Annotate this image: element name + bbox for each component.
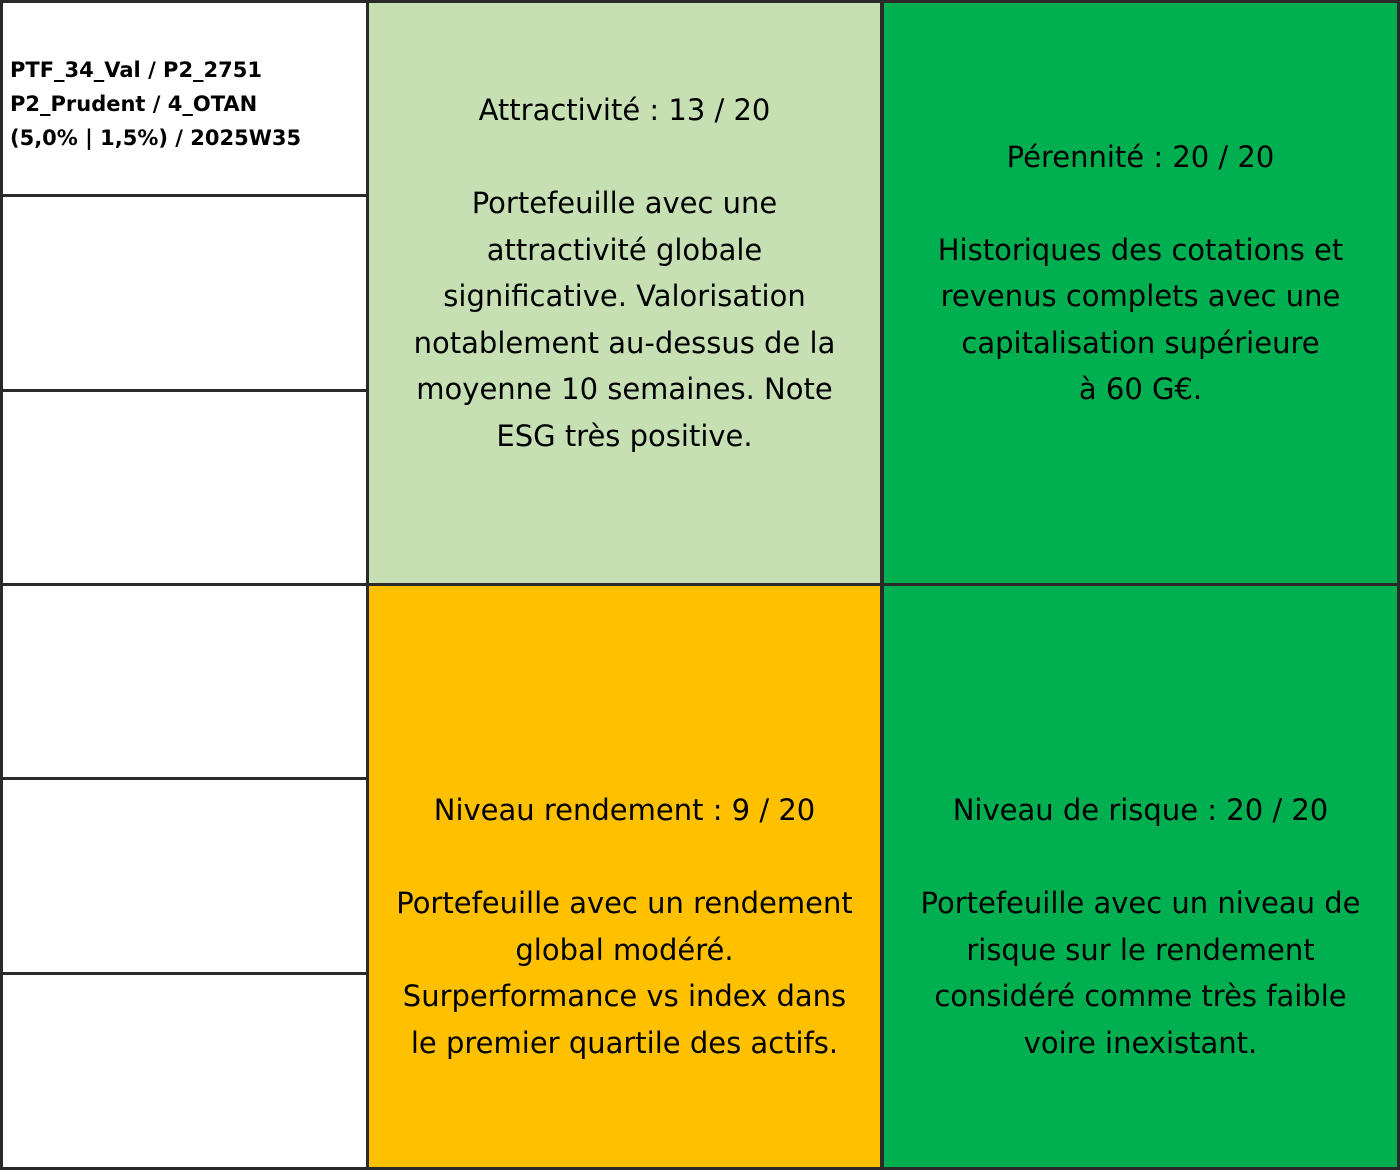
description-line: considéré comme très faible (934, 979, 1347, 1013)
rendement-card (369, 586, 880, 1167)
description-line: capitalisation supérieure (961, 325, 1320, 360)
description-line: Surperformance vs index dans (402, 979, 847, 1013)
empty-cell (3, 586, 366, 777)
description-line: le premier quartile des actifs. (410, 1025, 839, 1060)
portfolio-id-line: PTF_34_Val / P2_2751 (10, 58, 262, 82)
risque-card (884, 586, 1397, 1167)
description-line: global modéré. (515, 932, 734, 967)
perennite-title: Pérennité : 20 / 20 (1006, 139, 1275, 174)
description-line: voire inexistant. (1023, 1025, 1258, 1060)
description-line: à 60 G€. (1078, 372, 1203, 406)
description-line: Portefeuille avec une (471, 186, 778, 220)
empty-cell (3, 197, 366, 389)
portfolio-id-line: (5,0% | 1,5%) / 2025W35 (10, 126, 302, 150)
description-line: risque sur le rendement (966, 932, 1315, 967)
description-line: ESG très positive. (496, 418, 753, 453)
attractivite-description (414, 180, 836, 459)
rendement-title: Niveau rendement : 9 / 20 (433, 793, 816, 827)
empty-cell (3, 780, 366, 972)
perennite-description (938, 227, 1344, 413)
description-line: notablement au-dessus de la (413, 325, 836, 360)
description-line: attractivité globale (486, 232, 763, 267)
description-line: moyenne 10 semaines. Note (416, 372, 833, 406)
risque-title: Niveau de risque : 20 / 20 (952, 793, 1329, 827)
description-line: revenus complets avec une (940, 279, 1341, 313)
empty-cell (3, 392, 366, 583)
description-line: Historiques des cotations et (937, 232, 1344, 267)
description-line: Portefeuille avec un rendement (396, 886, 853, 920)
perennite-card (884, 3, 1397, 583)
portfolio-id-line: P2_Prudent / 4_OTAN (10, 92, 258, 116)
description-line: significative. Valorisation (443, 279, 806, 313)
risque-description (921, 880, 1361, 1066)
attractivite-card (369, 3, 880, 583)
description-line: Portefeuille avec un niveau de (920, 886, 1361, 920)
portfolio-id-cell (3, 3, 366, 194)
attractivite-title: Attractivité : 13 / 20 (478, 93, 771, 127)
rendement-description (396, 880, 853, 1066)
empty-cell (3, 975, 366, 1167)
portfolio-id (10, 53, 301, 155)
